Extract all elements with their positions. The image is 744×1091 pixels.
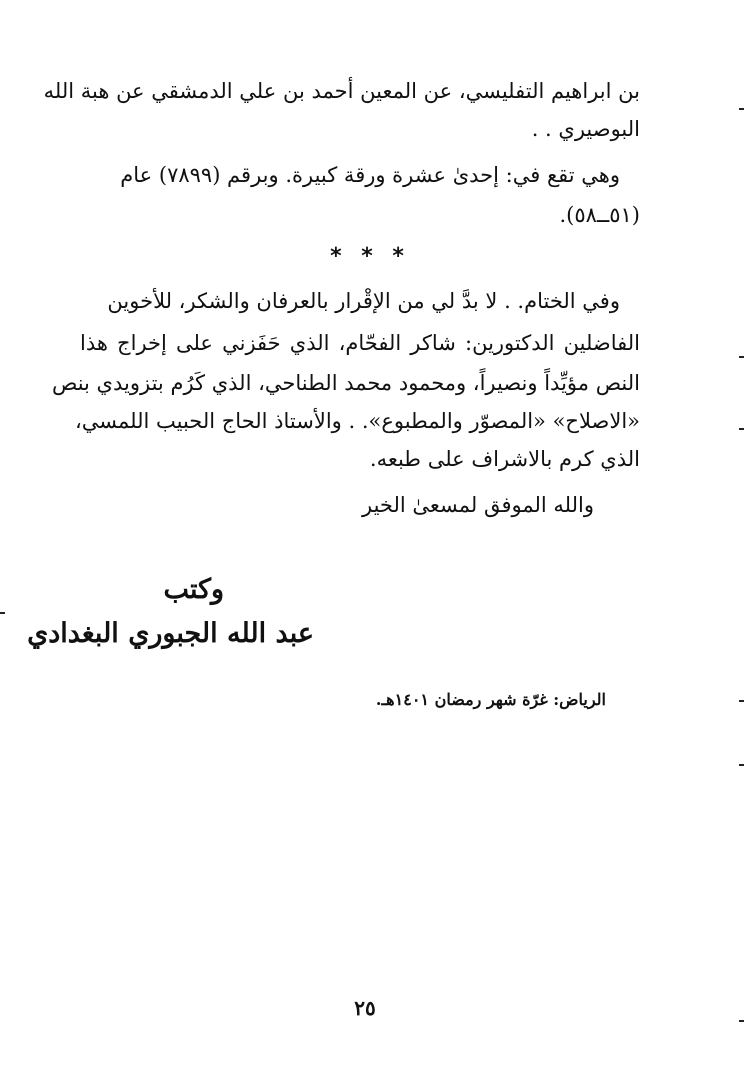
paragraph-3-line-5: الذي كرم بالاشراف على طبعه. [369,447,640,471]
place-date: الرياض: غرّة شهر رمضان ١٤٠١هـ. [375,690,606,709]
page-number: ٢٥ [354,996,376,1020]
paragraph-3-line-2: الفاضلين الدكتورين: شاكر الفحّام، الذي حَفَزني على إخراج هذا [80,331,640,355]
paragraph-2-line-2: (٥١ــ٥٨). [559,203,640,227]
paragraph-3-line-3: النص مؤيِّداً ونصيراً، ومحمود محمد الطناحي، الذي كَرُم بتزويدي بنص [51,371,640,395]
paragraph-3-line-1: وفي الختام. . لا بدَّ لي من الإقْرار بالعرفان والشكر، للأخوين [107,289,620,313]
margin-mark [739,700,744,702]
margin-mark [0,612,5,614]
paragraph-1-line-1: بن ابراهيم التفليسي، عن المعين أحمد بن علي الدمشقي عن هبة الله [43,79,640,103]
margin-mark [739,108,744,110]
margin-mark [739,1020,744,1022]
margin-mark [739,764,744,766]
closing-line: والله الموفق لمسعىٰ الخير [361,493,594,517]
margin-mark [739,356,744,358]
paragraph-1-line-2: البوصيري . . [531,117,640,141]
paragraph-2-line-1: وهي تقع في: إحدىٰ عشرة ورقة كبيرة. وبرقم (٧٨٩٩) عام [120,163,620,187]
paragraph-3-line-4: «الاصلاح» «المصوّر والمطبوع». . والأستاذ الحاج الحبيب اللمسي، [74,409,640,433]
margin-mark [739,428,744,430]
signature-author: عبد الله الجبوري البغدادي [27,618,314,649]
section-separator: * * * [330,244,410,269]
signature-wrote: وكتب [163,574,224,605]
